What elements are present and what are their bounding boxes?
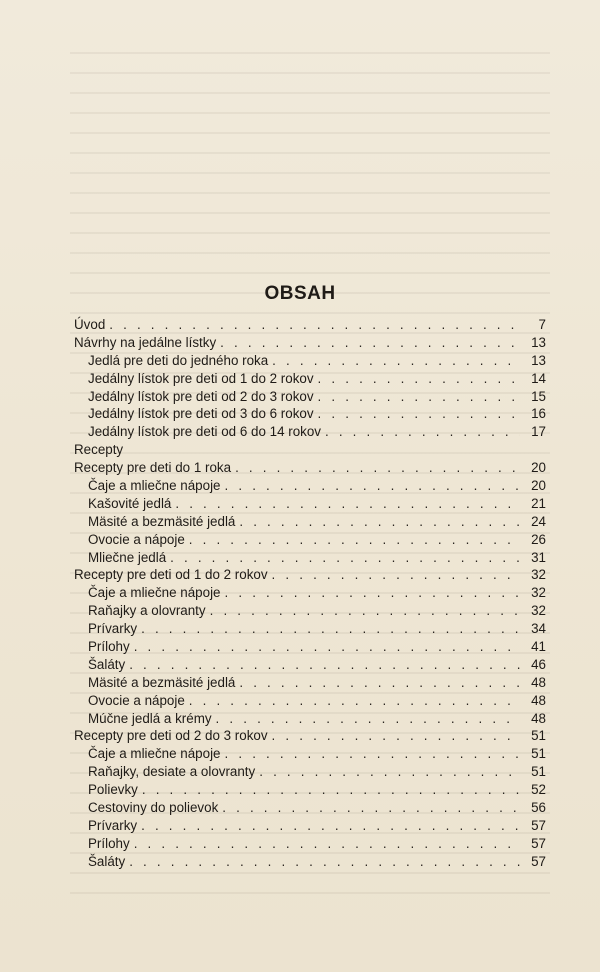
- toc-entry-page: 20: [531, 460, 546, 476]
- toc-entry-page: 26: [531, 531, 546, 547]
- toc-leader-dots: [325, 423, 520, 441]
- toc-entry: [74, 745, 546, 763]
- toc-leader-dots: [170, 549, 520, 567]
- toc-entry: [74, 423, 546, 441]
- toc-entry: [74, 459, 546, 477]
- toc-entry-label: Úvod: [74, 317, 106, 332]
- toc-entry-page: 57: [531, 835, 546, 851]
- toc-entry: [74, 620, 546, 638]
- toc-leader-dots: [141, 817, 520, 835]
- toc-entry: [74, 710, 546, 728]
- toc-leader-dots: [134, 638, 520, 656]
- toc-leader-dots: [129, 853, 520, 871]
- toc-entry-label: Šaláty: [88, 656, 126, 672]
- toc-entry: [74, 549, 546, 567]
- toc-entry-page: 51: [531, 764, 546, 780]
- toc-entry: [74, 853, 546, 871]
- toc-entry-label: Mäsité a bezmäsité jedlá: [88, 513, 236, 529]
- toc-entry: [74, 674, 546, 692]
- toc-leader-dots: [239, 513, 520, 531]
- toc-entry: [74, 763, 546, 781]
- toc-entry: [74, 656, 546, 674]
- toc-entry-label: Mäsité a bezmäsité jedlá: [88, 674, 236, 690]
- toc-entry-label: Recepty pre deti od 1 do 2 rokov: [74, 567, 268, 583]
- toc-entry: [74, 370, 546, 388]
- toc-entry-label: Kašovité jedlá: [88, 495, 172, 511]
- toc-entry: [74, 495, 546, 513]
- toc-leader-dots: [239, 674, 520, 692]
- toc-entry-label: Raňajky, desiate a olovranty: [88, 764, 256, 780]
- toc-entry-page: 15: [531, 388, 546, 404]
- toc-entry-label: Prívarky: [88, 621, 138, 637]
- toc-entry: [74, 692, 546, 710]
- toc-leader-dots: [225, 584, 520, 602]
- table-of-contents: [74, 316, 546, 871]
- toc-entry-label: Cestoviny do polievok: [88, 800, 219, 816]
- toc-entry-label: Jedlá pre deti do jedného roka: [88, 352, 269, 368]
- toc-entry-page: 20: [531, 478, 546, 494]
- toc-entry-label: Čaje a mliečne nápoje: [88, 478, 221, 494]
- toc-entry-label: Mliečne jedlá: [88, 549, 167, 565]
- toc-leader-dots: [210, 602, 520, 620]
- toc-entry-page: 46: [531, 656, 546, 672]
- toc-leader-dots: [216, 710, 520, 728]
- toc-entry-page: 32: [531, 585, 546, 601]
- toc-entry-page: 57: [531, 853, 546, 869]
- toc-leader-dots: [318, 388, 520, 406]
- toc-leader-dots: [272, 727, 520, 745]
- toc-entry-page: 21: [531, 495, 546, 511]
- toc-leader-dots: [129, 656, 520, 674]
- toc-entry-page: 56: [531, 800, 546, 816]
- toc-entry-label: Návrhy na jedálne lístky: [74, 334, 217, 350]
- toc-leader-dots: [220, 334, 520, 352]
- toc-entry-page: 41: [531, 639, 546, 655]
- toc-entry: [74, 781, 546, 799]
- toc-entry-label: Čaje a mliečne nápoje: [88, 585, 221, 601]
- toc-entry-page: 32: [531, 567, 546, 583]
- toc-entry: [74, 835, 546, 853]
- toc-entry-page: 51: [531, 746, 546, 762]
- toc-entry-label: Ovocie a nápoje: [88, 692, 185, 708]
- toc-entry-page: 34: [531, 621, 546, 637]
- toc-entry-page: 57: [531, 817, 546, 833]
- toc-leader-dots: [318, 405, 520, 423]
- toc-leader-dots: [134, 835, 520, 853]
- toc-leader-dots: [272, 352, 520, 370]
- toc-leader-dots: [318, 370, 520, 388]
- toc-entry: [74, 566, 546, 584]
- toc-entry: [74, 513, 546, 531]
- toc-leader-dots: [235, 459, 520, 477]
- toc-entry-label: Recepty: [74, 442, 124, 458]
- toc-entry-label: Polievky: [88, 782, 138, 798]
- toc-entry-label: Prílohy: [88, 639, 130, 655]
- toc-entry-label: Jedálny lístok pre deti od 6 do 14 rokov: [88, 424, 321, 440]
- toc-entry-page: 51: [531, 728, 546, 744]
- toc-leader-dots: [222, 799, 520, 817]
- page-title: OBSAH: [264, 283, 336, 304]
- toc-entry-page: 13: [531, 352, 546, 368]
- toc-entry: [74, 584, 546, 602]
- toc-entry: [74, 531, 546, 549]
- toc-entry-page: 7: [538, 317, 546, 332]
- toc-entry: [74, 602, 546, 620]
- toc-entry-label: Čaje a mliečne nápoje: [88, 746, 221, 762]
- toc-entry: [74, 799, 546, 817]
- toc-entry: [74, 638, 546, 656]
- toc-entry: [74, 352, 546, 370]
- toc-leader-dots: [141, 620, 520, 638]
- toc-entry-label: Jedálny lístok pre deti od 3 do 6 rokov: [88, 406, 314, 422]
- toc-entry-label: Jedálny lístok pre deti od 1 do 2 rokov: [88, 370, 314, 386]
- toc-leader-dots: [189, 531, 520, 549]
- toc-leader-dots: [175, 495, 520, 513]
- toc-entry: [74, 316, 546, 334]
- toc-entry-page: 52: [531, 782, 546, 798]
- toc-leader-dots: [225, 477, 520, 495]
- toc-leader-dots: [259, 763, 520, 781]
- toc-entry-label: Recepty pre deti do 1 roka: [74, 460, 232, 476]
- toc-entry: [74, 477, 546, 495]
- toc-entry-label: Šaláty: [88, 853, 126, 869]
- toc-entry-page: 48: [531, 692, 546, 708]
- toc-entry: [74, 727, 546, 745]
- toc-leader-dots: [272, 566, 520, 584]
- toc-entry-label: Prílohy: [88, 835, 130, 851]
- toc-leader-dots: [225, 745, 520, 763]
- toc-entry: [74, 388, 546, 406]
- toc-entry: [74, 405, 546, 423]
- toc-entry-label: Recepty pre deti od 2 do 3 rokov: [74, 728, 268, 744]
- toc-entry-page: 13: [531, 334, 546, 350]
- toc-entry-page: 24: [531, 513, 546, 529]
- toc-entry: [74, 334, 546, 352]
- toc-entry-page: 17: [531, 424, 546, 440]
- toc-entry-page: 16: [531, 406, 546, 422]
- toc-entry-page: 48: [531, 710, 546, 726]
- toc-leader-dots: [142, 781, 520, 799]
- toc-entry-label: Múčne jedlá a krémy: [88, 710, 212, 726]
- toc-entry-page: 14: [531, 370, 546, 386]
- toc-entry-page: 32: [531, 603, 546, 619]
- toc-entry-label: Ovocie a nápoje: [88, 531, 185, 547]
- toc-entry-label: Raňajky a olovranty: [88, 603, 206, 619]
- toc-leader-dots: [109, 316, 520, 334]
- toc-entry-page: 31: [531, 549, 546, 565]
- toc-entry: [74, 817, 546, 835]
- toc-entry-page: 48: [531, 674, 546, 690]
- toc-entry-label: Prívarky: [88, 817, 138, 833]
- toc-entry-label: Jedálny lístok pre deti od 2 do 3 rokov: [88, 388, 314, 404]
- toc-entry: [74, 441, 546, 459]
- toc-leader-dots: [189, 692, 520, 710]
